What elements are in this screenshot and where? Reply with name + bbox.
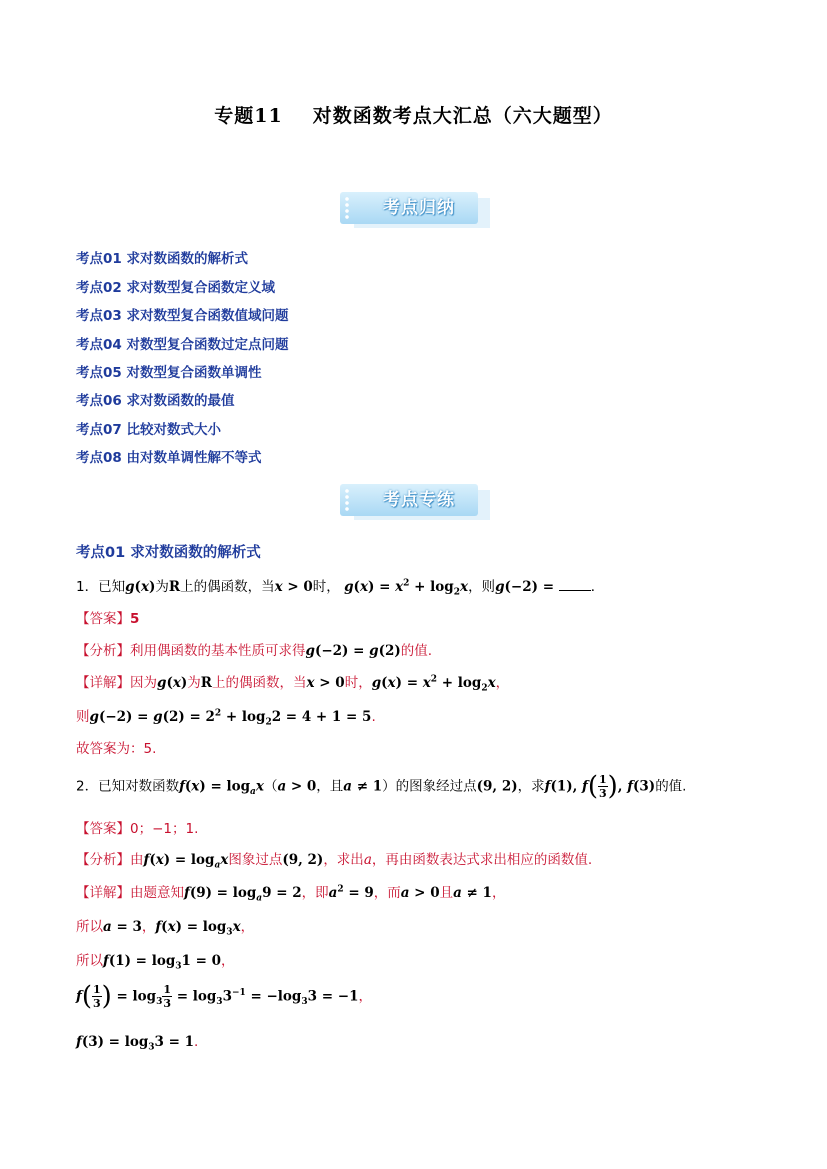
q1-analysis: 【分析】利用偶函数的基本性质可求得g(−2) = g(2)的值. [76,643,433,659]
banner-dots-icon [344,196,350,220]
page-title [0,101,827,128]
q2-analysis: 【分析】由$f(x) = \log_ax$图象过点(9, 2)，求出a，再由函数表达式求出相应的函数值. [76,852,593,871]
title-number: 专题11 [214,105,283,127]
banner-summary [340,188,490,230]
banner-practice-label: 考点专练 [383,490,455,510]
section-heading: 考点01 求对数函数的解析式 [76,545,261,561]
q2-answer: 【答案】0；−1；1. [76,821,199,837]
toc-item-07: 考点07 比较对数式大小 [76,422,221,438]
q2-step-a: 所以a = 3，$f(x) = \log_3x$， [76,919,255,938]
toc-item-08: 考点08 由对数单调性解不等式 [76,450,262,466]
q1-detail: 【详解】因为g(x)为R上的偶函数，当x > 0时，$g(x) = x^2 + \log_2x$， [76,674,510,694]
q2-detail: 【详解】由题意知$f(9) = \log_a9 = 2$，即$a^2 = 9$，而a > 0且a ≠ 1， [76,884,506,904]
q1-calculation: 则$g(-2) = g(2) = 2^2 + \log_22 = 4 + 1 = 5$. [76,708,376,728]
q2-step-f13: f( $\frac{1}{3}$ ) = $\log_3$ $\frac{1}{3}$ = $\log_33^{-1} = -\log_33 = -1$， [76,981,372,1012]
q1-question: 1．已知g(x)为R上的偶函数，当x > 0时， $g(x) = x^2 + \log_2x$，则g(−2) = ． [76,578,605,598]
q2-question: 2．已知对数函数$f(x) = \log_ax(a > 0$，且a ≠ 1）的图象经过点(9, 2)，求f(1), f( $\frac{1}{3}$ ), f(3)的值. [76,771,687,802]
title-text: 对数函数考点大汇总（六大题型） [312,105,613,127]
toc-item-02: 考点02 求对数型复合函数定义域 [76,280,275,296]
toc-item-05: 考点05 对数型复合函数单调性 [76,365,262,381]
toc-item-06: 考点06 求对数函数的最值 [76,393,235,409]
toc-item-04: 考点04 对数型复合函数过定点问题 [76,337,289,353]
toc-item-03: 考点03 求对数型复合函数值域问题 [76,308,289,324]
answer-blank[interactable] [559,578,591,591]
banner-practice [340,480,490,522]
toc-item-01: 考点01 求对数函数的解析式 [76,251,248,267]
banner-summary-label: 考点归纳 [383,198,455,218]
q1-answer: 【答案】5 [76,611,140,627]
q1-conclusion: 故答案为：5. [76,741,157,757]
q2-step-f3: $f(3) = \log_33 = 1$. [76,1034,199,1053]
q2-step-f1: 所以$f(1) = \log_31 = 0$， [76,953,235,972]
banner-dots-icon [344,488,350,512]
